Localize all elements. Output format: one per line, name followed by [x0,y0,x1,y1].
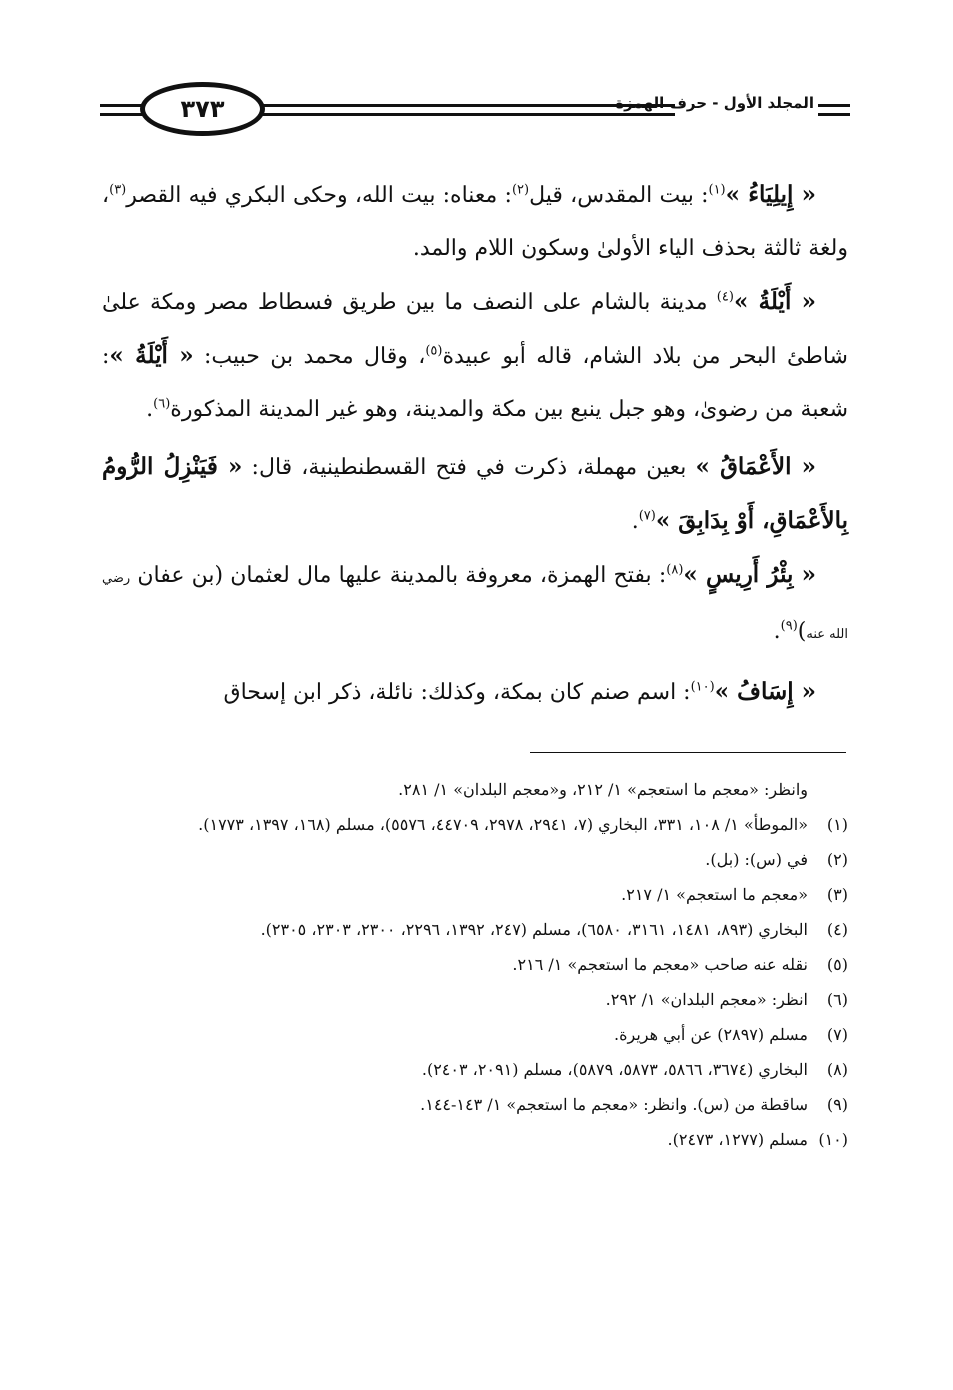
footnote-number: (١٠) [818,1130,848,1149]
honorific-glyph: رضي الله عنه [102,571,848,642]
headword: « إِسَافُ » [714,678,816,705]
entry-paragraph [102,440,848,548]
headword: « الأَعْمَاقُ » [695,453,816,480]
entry-paragraph [102,665,848,719]
footnote-ref[interactable]: (٨) [666,562,684,578]
footnote-text: مسلم (١٢٧٧، ٢٤٧٣). [667,1130,808,1149]
entry-text: بعين مهملة، ذكرت في فتح القسطنطينية، قال: [242,455,696,480]
footnote-ref[interactable]: (٢) [511,182,530,198]
footnote-ref[interactable]: (٧) [638,508,656,524]
footnotes [102,772,848,1157]
entry-text: ) [797,619,807,644]
entry-text: : معناه: بيت الله، وحكى البكري فيه القصر [126,183,512,208]
headword: « أَيْلَةُ » [733,288,816,315]
entry-text: . [631,509,639,534]
footnote-text: «الموطأ» ١/ ١٠٨، ٣٣١، البخاري (٧، ٢٩٤١، ٢٩٧٨، ٤٤٧٠٩، ٥٥٧٦)، مسلم (١٦٨، ١٣٩٧، ١٧٧٣). [198,815,808,834]
footnote [102,877,848,912]
footnote-ref[interactable]: (٣) [109,182,127,198]
running-title: المجلد الأول - حرف الهمزة [615,94,814,112]
footnote-text: «معجم ما استعجم» ١/ ٢١٧. [621,885,808,904]
footnote-text: انظر: «معجم البلدان» ١/ ٢٩٢. [605,990,808,1009]
footnote [102,982,848,1017]
footnote-text: ساقطة من (س). وانظر: «معجم ما استعجم» ١/ ١٤٣-١٤٤. [420,1095,808,1114]
header-rule [818,113,850,116]
footnote-text: البخاري (٣٦٧٤، ٥٨٦٦، ٥٨٧٣، ٥٨٧٩)، مسلم (٢٠٩١، ٢٤٠٣). [421,1060,808,1079]
page-header [100,82,850,142]
headword: « بِئْرُ أَرِيسٍ » [683,561,816,588]
footnote-text: نقله عنه صاحب «معجم ما استعجم» ١/ ٢١٦. [512,955,808,974]
footnote-text: مسلم (٢٨٩٧) عن أبي هريرة. [614,1025,808,1044]
entry-paragraph [102,168,848,275]
footnote-number: (٩) [826,1095,848,1114]
entry-text: مدينة بالشام على النصف ما بين طريق فسطاط مصر ومكة علىٰ شاطئ البحر من بلاد الشام، قاله أبو عبيدة [102,290,848,369]
footnote-number: (٢) [826,850,848,869]
entry-paragraph [102,548,848,661]
footnote [102,1122,848,1157]
footnote-ref[interactable]: (٥) [425,343,443,359]
footnote-separator [530,752,846,753]
footnote-text: في (س): (بل). [705,850,808,869]
footnote [102,947,848,982]
footnote [102,1017,848,1052]
footnote-ref[interactable]: (١) [708,182,726,198]
headword: « أَيْلَةُ » [109,342,194,369]
hadith-quote: « فَيَنْزِلُ الرُّومُ بِالأَعْمَاقِ، أَوْ بِدَابِقَ » [102,453,848,534]
page-number: ٣٧٣ [140,82,265,136]
footnote-number: (٦) [826,990,848,1009]
entry-text: ، ولغة ثالثة بحذف الياء الأولىٰ وسكون اللام والمد. [102,183,848,261]
footnote-ref[interactable]: (٦) [153,396,171,412]
entry-text: : بيت المقدس، قيل [529,183,709,208]
footnote [102,1087,848,1122]
footnote-text: البخاري (٨٩٣، ١٤٨١، ٣١٦١، ٦٥٨٠)، مسلم (٢٤٧، ١٣٩٢، ٢٢٩٦، ٢٣٠٠، ٢٣٠٣، ٢٣٠٥). [260,920,808,939]
footnote-number: (٤) [826,920,848,939]
footnote-ref[interactable]: (٩) [780,618,798,634]
footnote-continuation: وانظر: «معجم ما استعجم» ١/ ٢١٢، و«معجم البلدان» ١/ ٢٨١. [398,780,808,799]
headword: « إِيلِيَاءُ » [725,181,816,208]
header-rule [818,104,850,107]
entry-text: ، وقال محمد بن حبيب: [193,344,426,369]
footnote-number: (٨) [826,1060,848,1079]
footnote [102,807,848,842]
main-text [102,168,848,719]
footnote-ref[interactable]: (٤) [716,289,734,305]
entry-paragraph [102,275,848,436]
entry-text: : اسم صنم كان بمكة، وكذلك: نائلة، ذكر ابن إسحاق [223,680,691,705]
entry-text: : شعبة من رضوىٰ، وهو جبل ينبع بين مكة والمدينة، وهو غير المدينة المذكورة [102,344,848,422]
entry-text: . [773,619,781,644]
footnote-number: (٧) [826,1025,848,1044]
footnote-ref[interactable]: (١٠) [690,679,715,695]
footnote [102,912,848,947]
entry-text: : بفتح الهمزة، معروفة بالمدينة عليها مال لعثمان (بن عفان [130,563,667,588]
footnote [102,842,848,877]
footnote-number: (١) [826,815,848,834]
header-rule [210,113,675,116]
footnote-number: (٣) [826,885,848,904]
footnote [102,1052,848,1087]
entry-text: . [146,397,154,422]
footnote-number: (٥) [826,955,848,974]
header-rule [210,104,675,107]
